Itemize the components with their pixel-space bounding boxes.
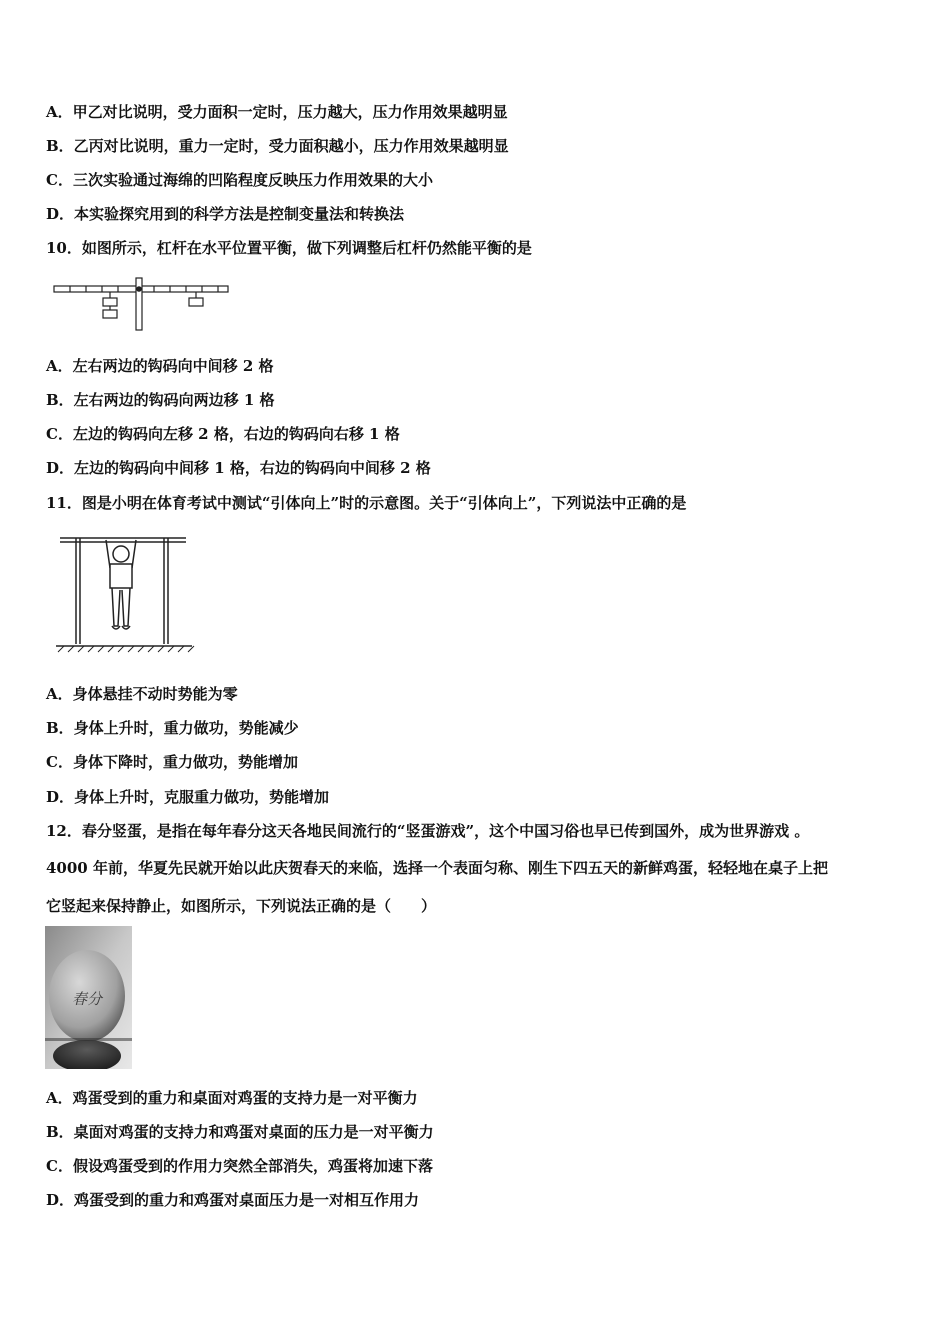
q11-option-a: A．身体悬挂不动时势能为零 [46, 685, 238, 703]
pull-up-figure [46, 528, 196, 658]
q10-option-d: D．左边的钩码向中间移 1 格，右边的钩码向中间移 2 格 [46, 459, 431, 477]
lever-pivot [137, 287, 141, 291]
person [106, 540, 136, 629]
q12-stem-line-2: 4000 年前，华夏先民就开始以此庆贺春天的来临，选择一个表面匀称、刚生下四五天的新鲜鸡蛋，轻轻地在桌子上把 [46, 859, 828, 877]
q12-stem-line-1: 12．春分竖蛋，是指在每年春分这天各地民间流行的“竖蛋游戏”，这个中国习俗也早已传到国外，成为世界游戏 。 [46, 822, 810, 840]
q11-option-c: C．身体下降时，重力做功，势能增加 [46, 753, 298, 771]
q11-stem: 11．图是小明在体育考试中测试“引体向上”时的示意图。关于“引体向上”，下列说法中正确的是 [46, 494, 687, 512]
right-weight [189, 292, 203, 306]
q10-stem: 10．如图所示，杠杆在水平位置平衡，做下列调整后杠杆仍然能平衡的是 [46, 239, 532, 257]
q11-option-b: B．身体上升时，重力做功，势能减少 [46, 719, 299, 737]
q10-option-b: B．左右两边的钩码向两边移 1 格 [46, 391, 275, 409]
left-weights [103, 292, 117, 318]
lever-figure [50, 276, 232, 332]
q12-option-d: D．鸡蛋受到的重力和鸡蛋对桌面压力是一对相互作用力 [46, 1191, 420, 1209]
q9-option-b: B．乙丙对比说明，重力一定时，受力面积越小，压力作用效果越明显 [46, 137, 509, 155]
egg-photo [45, 926, 132, 1069]
q10-option-a: A．左右两边的钩码向中间移 2 格 [46, 357, 274, 375]
q9-option-c: C．三次实验通过海绵的凹陷程度反映压力作用效果的大小 [46, 171, 433, 189]
q12-option-b: B．桌面对鸡蛋的支持力和鸡蛋对桌面的压力是一对平衡力 [46, 1123, 434, 1141]
q12-stem-line-3: 它竖起来保持静止，如图所示，下列说法正确的是（ ） [46, 897, 437, 915]
q10-option-c: C．左边的钩码向左移 2 格，右边的钩码向右移 1 格 [46, 425, 400, 443]
lever-support [136, 278, 142, 330]
q9-option-d: D．本实验探究用到的科学方法是控制变量法和转换法 [46, 205, 405, 223]
q12-option-a: A．鸡蛋受到的重力和桌面对鸡蛋的支持力是一对平衡力 [46, 1089, 418, 1107]
q12-option-c: C．假设鸡蛋受到的作用力突然全部消失，鸡蛋将加速下落 [46, 1157, 433, 1175]
q9-option-a: A．甲乙对比说明，受力面积一定时，压力越大，压力作用效果越明显 [46, 103, 508, 121]
q11-option-d: D．身体上升时，克服重力做功，势能增加 [46, 788, 330, 806]
egg-text: 春分 [71, 990, 103, 1008]
ground-hatch [58, 646, 194, 652]
